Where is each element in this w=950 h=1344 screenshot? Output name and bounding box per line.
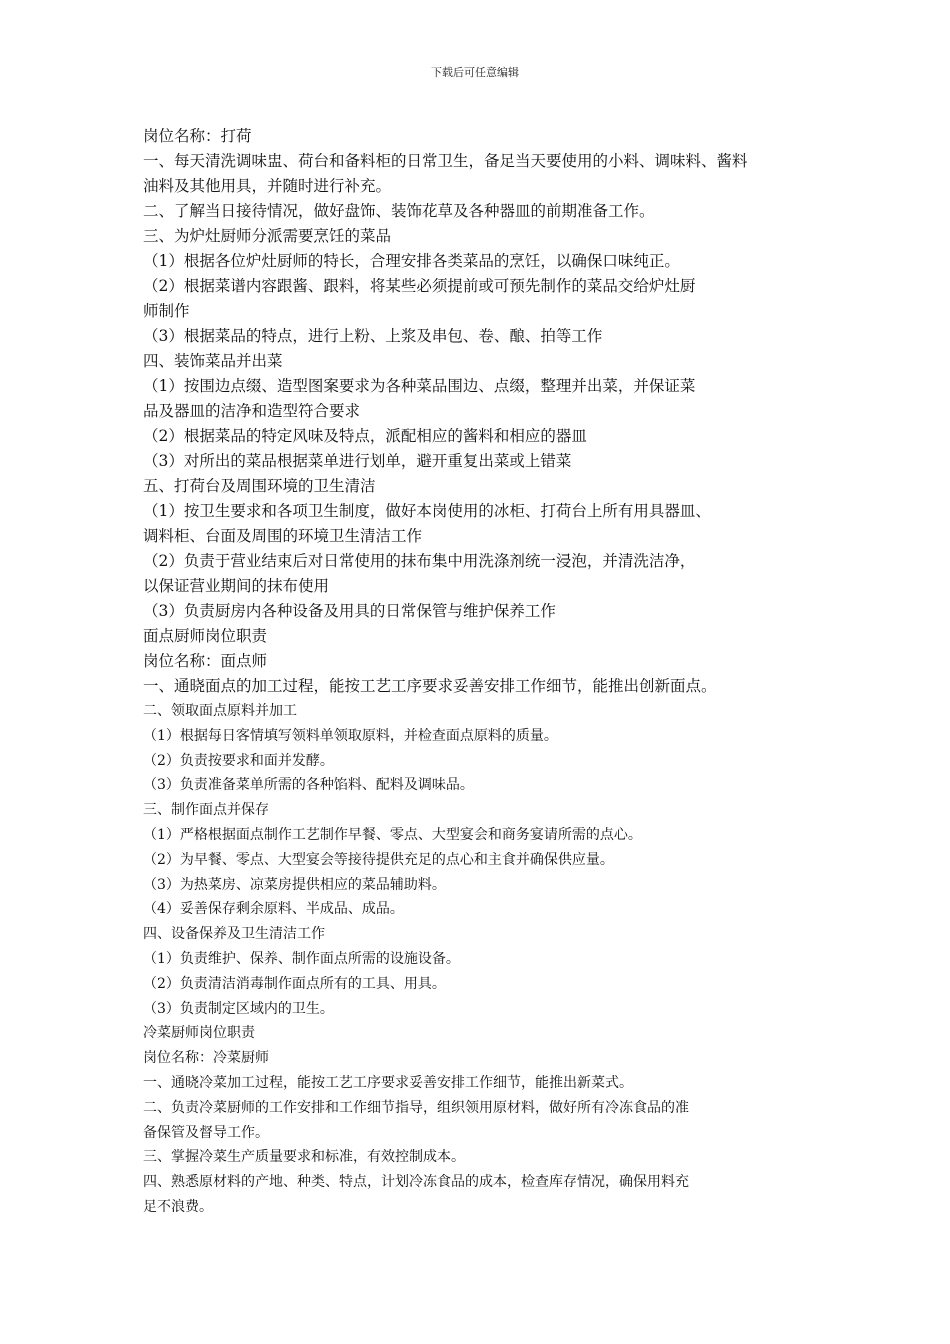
text-line: 四、熟悉原材料的产地、种类、特点，计划冷冻食品的成本，检查库存情况，确保用料充 [143,1174,689,1191]
text-line: （1）负责维护、保养、制作面点所需的设施设备。 [143,950,460,967]
section-small-text [143,699,823,1220]
text-line: 三、为炉灶厨师分派需要烹饪的菜品 [143,227,392,245]
text-line: 三、制作面点并保存 [143,802,269,819]
text-line: （1）严格根据面点制作工艺制作早餐、零点、大型宴会和商务宴请所需的点心。 [143,826,642,843]
text-line: （3）负责制定区域内的卫生。 [143,1000,334,1017]
text-line: 调料柜、台面及周围的环境卫生清洁工作 [143,527,423,545]
text-line: 油料及其他用具，并随时进行补充。 [143,177,392,195]
text-line: （2）根据菜谱内容跟酱、跟料，将某些必须提前或可预先制作的菜品交给炉灶厨 [143,277,696,295]
text-line: 二、了解当日接待情况，做好盘饰、装饰花草及各种器皿的前期准备工作。 [143,202,655,220]
text-line: 品及器皿的洁净和造型符合要求 [143,402,361,420]
text-line: （2）为早餐、零点、大型宴会等接待提供充足的点心和主食并确保供应量。 [143,851,614,868]
document-body [143,124,823,1220]
text-line: （4）妥善保存剩余原料、半成品、成品。 [143,901,404,918]
text-line: （3）根据菜品的特点，进行上粉、上浆及串包、卷、酿、拍等工作 [143,327,603,345]
text-line: （2）负责按要求和面并发酵。 [143,752,334,769]
text-line: 四、装饰菜品并出菜 [143,352,283,370]
text-line: 三、掌握冷菜生产质量要求和标准，有效控制成本。 [143,1149,465,1166]
text-line: 一、通晓冷菜加工过程，能按工艺工序要求妥善安排工作细节，能推出新菜式。 [143,1074,633,1091]
text-line: 一、通晓面点的加工过程，能按工艺工序要求妥善安排工作细节，能推出创新面点。 [143,677,717,695]
text-line: （3）负责准备菜单所需的各种馅料、配料及调味品。 [143,777,474,794]
text-line: （1）根据各位炉灶厨师的特长，合理安排各类菜品的烹饪，以确保口味纯正。 [143,252,680,270]
text-line: （1）按卫生要求和各项卫生制度，做好本岗使用的冰柜、打荷台上所有用具器皿、 [143,502,711,520]
text-line: 备保管及督导工作。 [143,1124,269,1141]
text-line: （3）为热菜房、凉菜房提供相应的菜品辅助料。 [143,876,446,893]
text-line: 岗位名称：冷菜厨师 [143,1050,269,1067]
text-line: （1）根据每日客情填写领料单领取原料，并检查面点原料的质量。 [143,727,558,744]
text-line: 五、打荷台及周围环境的卫生清洁 [143,477,376,495]
text-line: （1）按围边点缀、造型图案要求为各种菜品围边、点缀，整理并出菜，并保证菜 [143,377,696,395]
text-line: 足不浪费。 [143,1198,213,1215]
section-large-text [143,124,823,699]
text-line: 二、负责冷菜厨师的工作安排和工作细节指导，组织领用原材料，做好所有冷冻食品的准 [143,1099,689,1116]
text-line: （2）根据菜品的特定风味及特点，派配相应的酱料和相应的器皿 [143,427,587,445]
text-line: 面点厨师岗位职责 [143,627,268,645]
page-header: 下载后可任意编辑 [431,66,519,79]
text-line: （2）负责清洁消毒制作面点所有的工具、用具。 [143,975,446,992]
text-line: 四、设备保养及卫生清洁工作 [143,926,325,943]
text-line: 以保证营业期间的抹布使用 [143,577,330,595]
text-line: 冷菜厨师岗位职责 [143,1025,255,1042]
text-line: （3）负责厨房内各种设备及用具的日常保管与维护保养工作 [143,602,556,620]
text-line: （3）对所出的菜品根据菜单进行划单，避开重复出菜或上错菜 [143,452,572,470]
text-line: 一、每天清洗调味盅、荷台和备料柜的日常卫生，备足当天要使用的小料、调味料、酱料 [143,152,748,170]
text-line: 二、领取面点原料并加工 [143,703,297,719]
text-line: （2）负责于营业结束后对日常使用的抹布集中用洗涤剂统一浸泡，并清洗洁净， [143,552,696,570]
text-line: 岗位名称：打荷 [143,127,252,145]
text-line: 岗位名称：面点师 [143,652,268,670]
text-line: 师制作 [143,302,190,320]
